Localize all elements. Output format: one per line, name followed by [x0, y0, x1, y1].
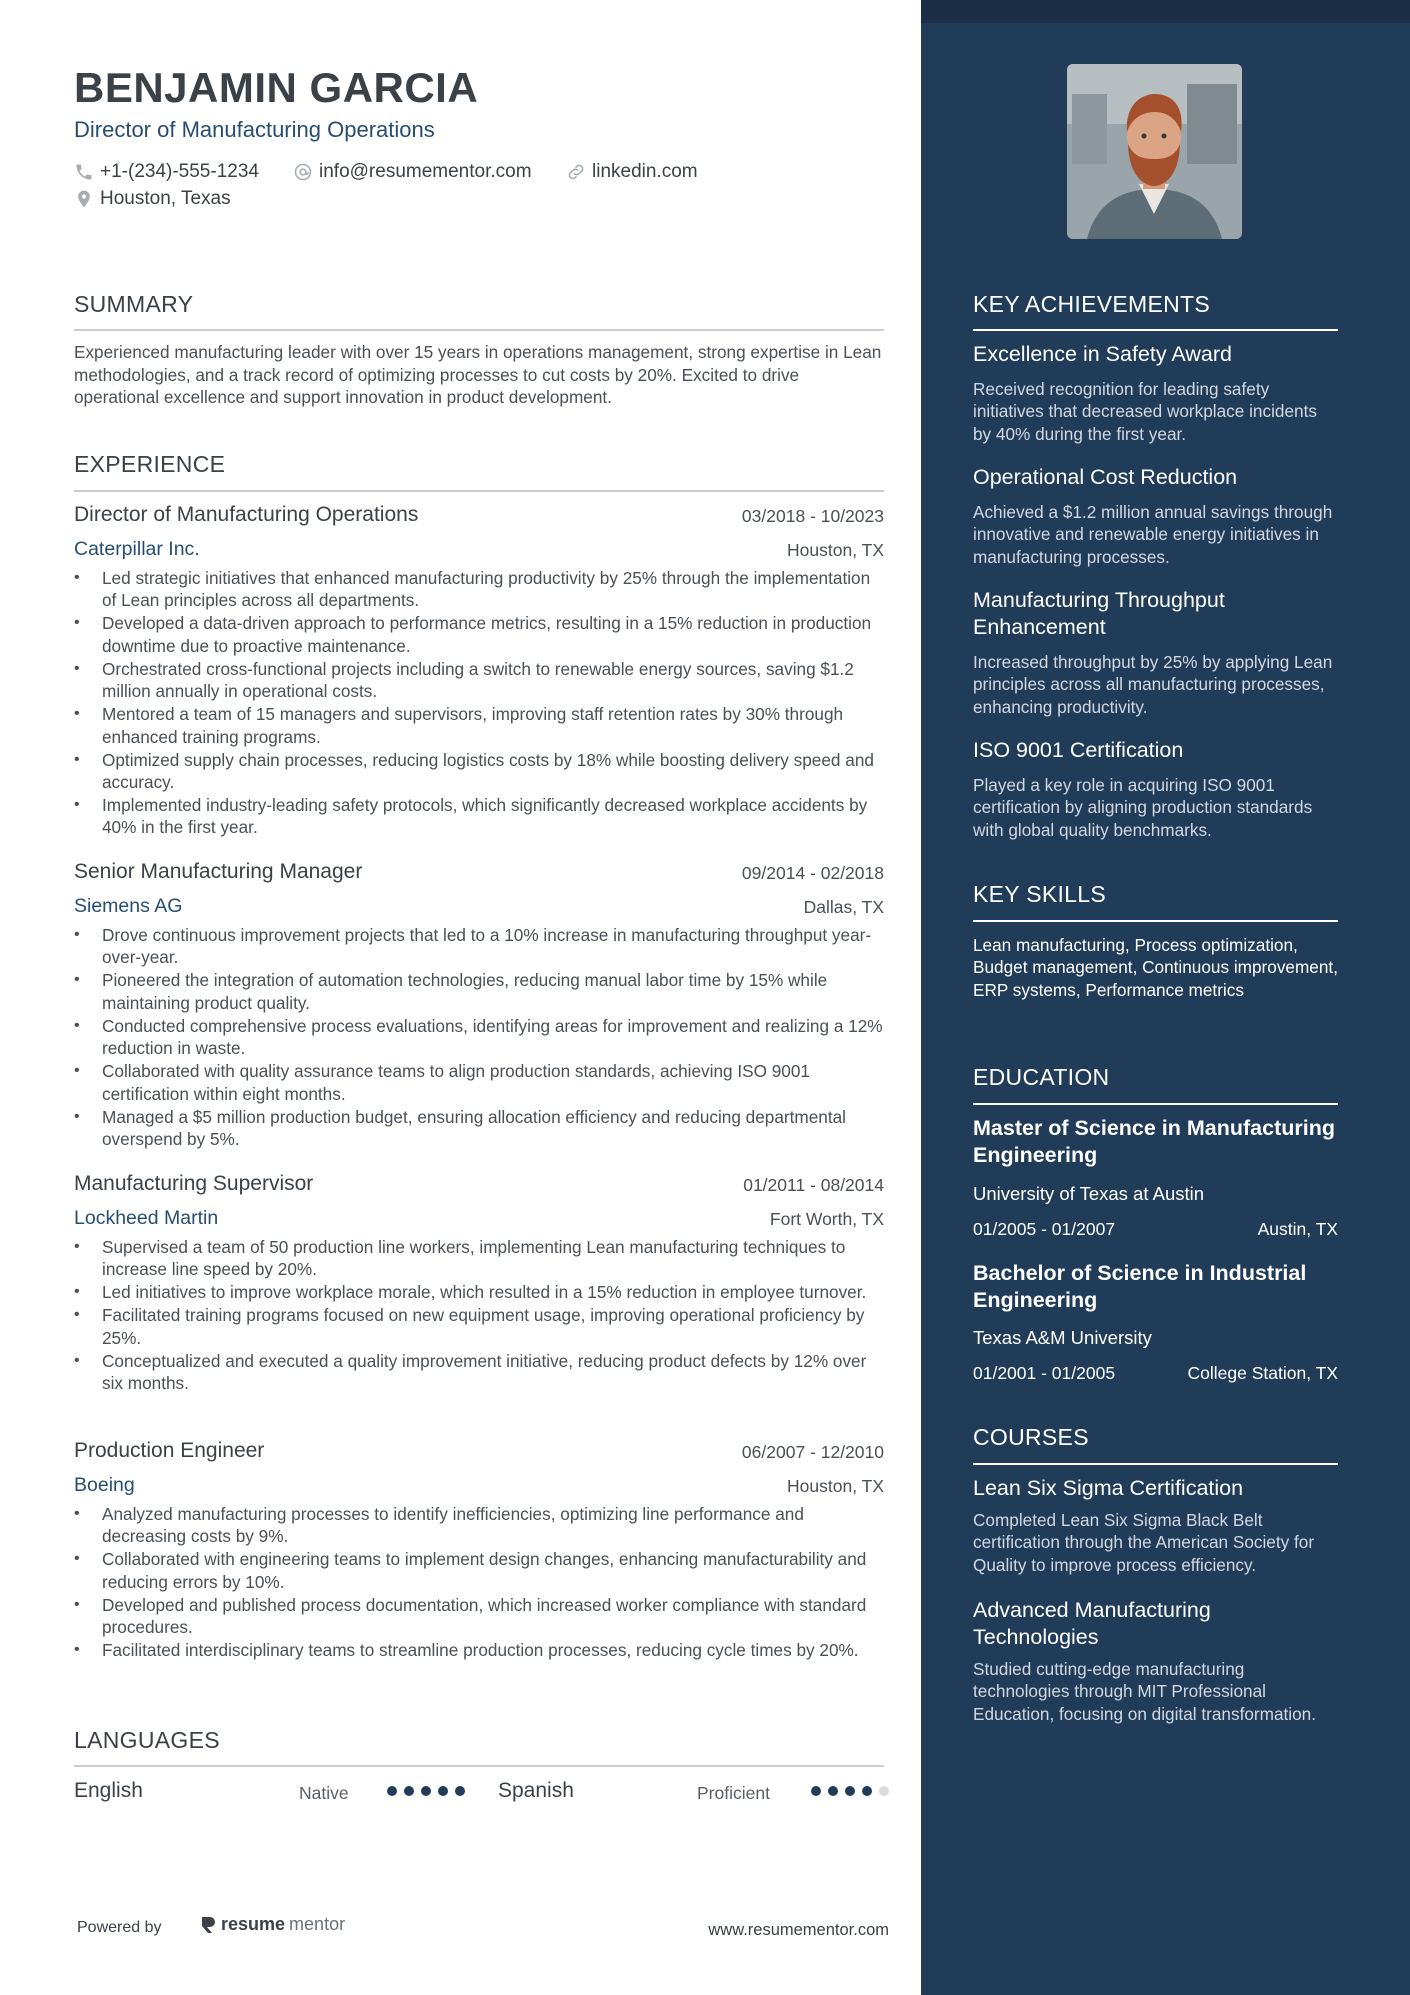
link-icon [566, 162, 586, 182]
job-bullet: • Supervised a team of 50 production line workers, implementing Lean manufacturing techniques to increase line speed by 20%. [74, 1236, 884, 1281]
rating-dot-filled [455, 1786, 465, 1796]
job-bullet: • Led strategic initiatives that enhanced manufacturing productivity by 25% through the implementation of Lean principles across all departments. [74, 567, 884, 612]
job-bullets [74, 924, 884, 1151]
job-company: Boeing [74, 1474, 135, 1496]
sidebar [921, 0, 1410, 1995]
job-dates: 03/2018 - 10/2023 [741, 506, 884, 526]
job-location: Fort Worth, TX [769, 1209, 884, 1229]
job-bullet: • Orchestrated cross-functional projects including a switch to renewable energy sources, saving $1.2 million annually in operational costs. [74, 658, 884, 703]
email-text: info@resumementor.com [319, 161, 532, 182]
job-bullet: • Led initiatives to improve workplace morale, which resulted in a 15% reduction in employee turnover. [74, 1281, 884, 1303]
achievement-text: Achieved a $1.2 million annual savings through innovative and renewable energy initiatives in manufacturing processes. [973, 502, 1333, 567]
course-title: Lean Six Sigma Certification [973, 1476, 1244, 1500]
candidate-title: Director of Manufacturing Operations [74, 117, 435, 142]
job-bullet: • Facilitated training programs focused on new equipment usage, improving operational proficiency by 25%. [74, 1304, 884, 1349]
achievements-heading: KEY ACHIEVEMENTS [973, 291, 1211, 317]
contact-linkedin[interactable] [566, 161, 698, 183]
course-title: Advanced Manufacturing Technologies [973, 1598, 1211, 1649]
logo-mark-icon [199, 1915, 217, 1935]
footer-website[interactable]: www.resumementor.com [708, 1921, 889, 1939]
rating-dot-filled [404, 1786, 414, 1796]
education-dates: 01/2001 - 01/2005 [973, 1363, 1116, 1383]
course-text: Studied cutting-edge manufacturing technologies through MIT Professional Education, focusing on digital transformation. [973, 1659, 1316, 1724]
summary-heading: SUMMARY [74, 291, 194, 317]
achievements-divider [973, 329, 1338, 331]
job-bullet: • Optimized supply chain processes, reducing logistics costs by 18% while boosting delivery speed and accuracy. [74, 749, 884, 794]
logo-text-light: mentor [289, 1914, 346, 1934]
job-bullets [74, 1503, 884, 1662]
skills-divider [973, 920, 1338, 922]
rating-dot-filled [387, 1786, 397, 1796]
job-location: Dallas, TX [803, 897, 884, 917]
avatar-illustration-icon [1067, 64, 1242, 239]
logo-text-bold: resume [221, 1914, 286, 1934]
education-dates: 01/2005 - 01/2007 [973, 1219, 1116, 1239]
job-bullet: • Collaborated with engineering teams to implement design changes, enhancing manufacturability and reducing errors by 10%. [74, 1548, 884, 1593]
job-bullets [74, 567, 884, 839]
job-bullet: • Mentored a team of 15 managers and supervisors, improving staff retention rates by 30% through enhanced training programs. [74, 703, 884, 748]
rating-dot-filled [828, 1786, 838, 1796]
powered-by-label: Powered by [77, 1919, 162, 1936]
contact-email[interactable] [293, 161, 532, 183]
education-location: College Station, TX [1187, 1363, 1338, 1383]
language-level: Proficient [697, 1783, 770, 1803]
experience-heading: EXPERIENCE [74, 451, 226, 477]
experience-divider [74, 490, 884, 492]
courses-heading: COURSES [973, 1424, 1089, 1450]
sidebar-top-bar [921, 0, 1410, 23]
contact-location [74, 188, 231, 210]
job-bullet: • Collaborated with quality assurance teams to align production standards, achieving ISO 9001 certification within eight months. [74, 1060, 884, 1105]
education-school: Texas A&M University [973, 1327, 1152, 1348]
job-bullets [74, 1236, 884, 1395]
resumementor-logo[interactable] [199, 1914, 345, 1935]
job-bullet: • Facilitated interdisciplinary teams to streamline production processes, reducing cycle times by 20%. [74, 1639, 884, 1661]
phone-icon [74, 162, 94, 182]
achievement-text: Increased throughput by 25% by applying Lean principles across all manufacturing processes, enhancing productivity. [973, 652, 1333, 717]
job-bullet: • Conducted comprehensive process evaluations, identifying areas for improvement and realizing a 12% reduction in waste. [74, 1015, 884, 1060]
language-level: Native [299, 1783, 349, 1803]
achievement-text: Played a key role in acquiring ISO 9001 certification by aligning production standards with global quality benchmarks. [973, 775, 1313, 840]
rating-dot-filled [862, 1786, 872, 1796]
job-location: Houston, TX [787, 1476, 884, 1496]
job-bullet: • Analyzed manufacturing processes to identify inefficiencies, optimizing line performance and decreasing costs by 9%. [74, 1503, 884, 1548]
language-rating [811, 1786, 889, 1796]
job-bullet: • Drove continuous improvement projects that led to a 10% increase in manufacturing throughput year-over-year. [74, 924, 884, 969]
course-text: Completed Lean Six Sigma Black Belt certification through the American Society for Quality to improve process efficiency. [973, 1510, 1315, 1575]
rating-dot-filled [845, 1786, 855, 1796]
skills-heading: KEY SKILLS [973, 881, 1106, 907]
education-degree: Bachelor of Science in Industrial Engineering [973, 1261, 1307, 1312]
education-divider [973, 1103, 1338, 1105]
location-pin-icon [74, 189, 94, 209]
education-location: Austin, TX [1257, 1219, 1338, 1239]
job-location: Houston, TX [787, 540, 884, 560]
job-company: Siemens AG [74, 895, 183, 917]
education-heading: EDUCATION [973, 1064, 1110, 1090]
achievement-title: Excellence in Safety Award [973, 342, 1232, 366]
rating-dot-filled [421, 1786, 431, 1796]
skills-text: Lean manufacturing, Process optimization, Budget management, Continuous improvement, ERP systems, Performance metrics [973, 935, 1338, 1000]
languages-divider [74, 1765, 884, 1767]
profile-photo [1067, 64, 1242, 239]
at-icon [293, 162, 313, 182]
job-company: Caterpillar Inc. [74, 538, 200, 560]
location-text: Houston, Texas [100, 188, 231, 209]
rating-dot-empty [879, 1786, 889, 1796]
education-degree: Master of Science in Manufacturing Engineering [973, 1116, 1335, 1167]
job-bullet: • Developed a data-driven approach to performance metrics, resulting in a 15% reduction in production downtime due to proactive maintenance. [74, 612, 884, 657]
language-rating [387, 1786, 465, 1796]
job-role: Senior Manufacturing Manager [74, 860, 363, 883]
job-dates: 06/2007 - 12/2010 [741, 1442, 884, 1462]
phone-text: +1-(234)-555-1234 [100, 161, 259, 182]
achievement-title: Operational Cost Reduction [973, 465, 1238, 489]
job-company: Lockheed Martin [74, 1207, 219, 1229]
job-role: Manufacturing Supervisor [74, 1172, 314, 1195]
job-role: Director of Manufacturing Operations [74, 503, 419, 526]
achievement-text: Received recognition for leading safety initiatives that decreased workplace incidents by 40% during the first year. [973, 379, 1317, 444]
job-dates: 09/2014 - 02/2018 [741, 863, 884, 883]
summary-text: Experienced manufacturing leader with over 15 years in operations management, strong expertise in Lean methodologies, and a track record of optimizing processes to cut costs by 20%. Excited to drive operational excellence and support innovation in product development. [74, 342, 882, 407]
achievement-title: Manufacturing Throughput Enhancement [973, 588, 1225, 639]
languages-heading: LANGUAGES [74, 1727, 220, 1753]
job-dates: 01/2011 - 08/2014 [743, 1175, 884, 1195]
rating-dot-filled [811, 1786, 821, 1796]
summary-divider [74, 329, 884, 331]
candidate-name: BENJAMIN GARCIA [74, 64, 479, 111]
job-bullet: • Developed and published process documentation, which increased worker compliance with standard procedures. [74, 1594, 884, 1639]
job-role: Production Engineer [74, 1439, 265, 1462]
courses-divider [973, 1463, 1338, 1465]
job-bullet: • Pioneered the integration of automation technologies, reducing manual labor time by 15% while maintaining product quality. [74, 969, 884, 1014]
achievement-title: ISO 9001 Certification [973, 738, 1184, 762]
language-name: Spanish [498, 1779, 574, 1802]
job-bullet: • Implemented industry-leading safety protocols, which significantly decreased workplace accidents by 40% in the first year. [74, 794, 884, 839]
linkedin-text: linkedin.com [592, 161, 698, 182]
job-bullet: • Conceptualized and executed a quality improvement initiative, reducing product defects by 12% over six months. [74, 1350, 884, 1395]
education-school: University of Texas at Austin [973, 1183, 1205, 1204]
rating-dot-filled [438, 1786, 448, 1796]
language-name: English [74, 1779, 143, 1802]
contact-phone[interactable] [74, 161, 259, 183]
job-bullet: • Managed a $5 million production budget, ensuring allocation efficiency and reducing departmental overspend by 5%. [74, 1106, 884, 1151]
